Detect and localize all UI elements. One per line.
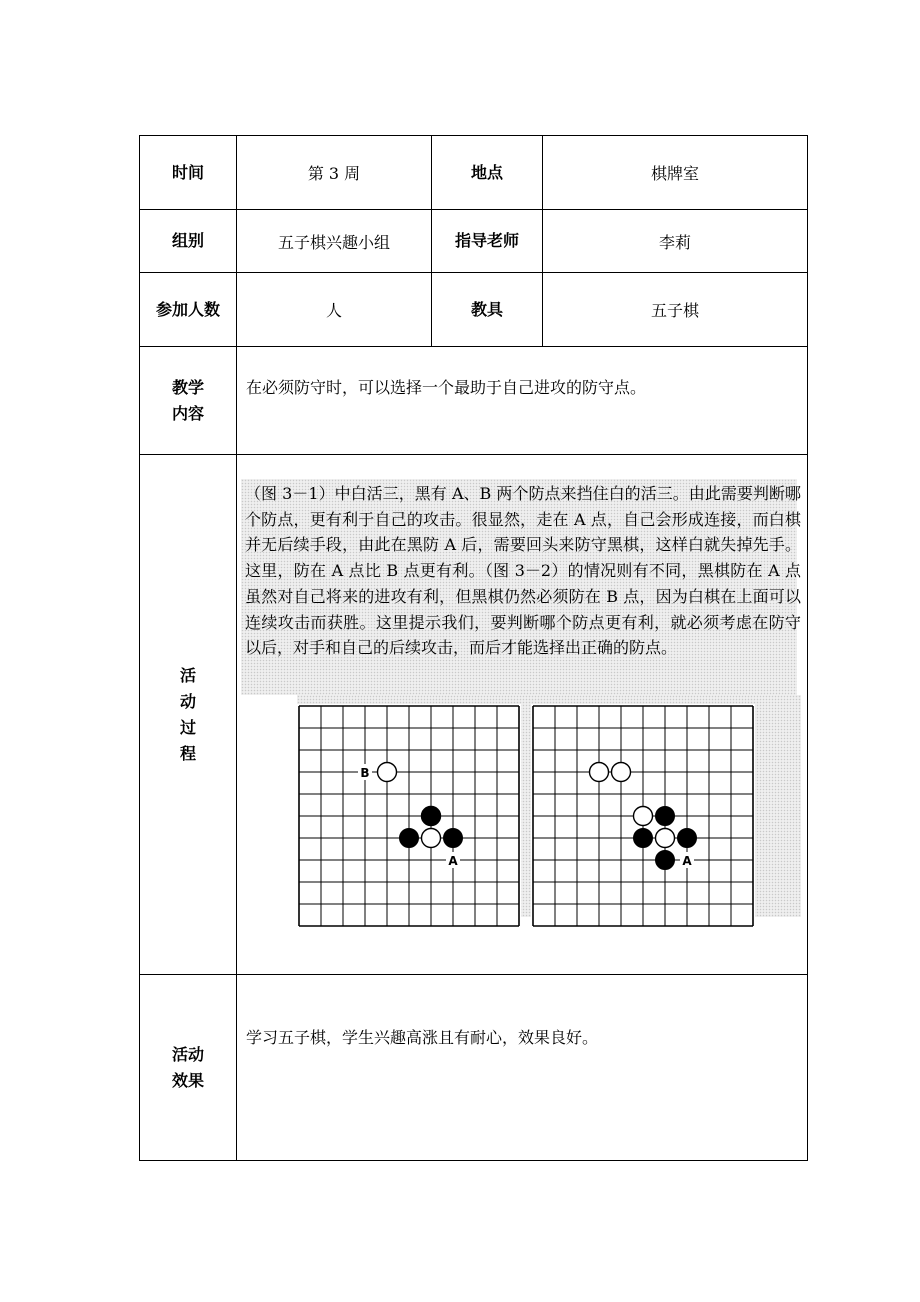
equipment-value: 五子棋: [543, 273, 808, 347]
board2-white-stone: [612, 763, 631, 782]
group-value: 五子棋兴趣小组: [237, 210, 432, 273]
teacher-label: 指导老师: [432, 210, 543, 273]
row-group-teacher: [140, 210, 808, 273]
place-label: 地点: [432, 136, 543, 210]
board2-label-a: A: [682, 854, 692, 868]
board1-black-stone: [422, 807, 441, 826]
board2-white-stone: [656, 829, 675, 848]
group-label: 组别: [140, 210, 237, 273]
board-1-svg: [297, 704, 521, 928]
board2-black-stone: [634, 829, 653, 848]
board1-label-b: B: [360, 766, 370, 780]
activity-record-table: [139, 135, 808, 1161]
board2-black-stone: [656, 807, 675, 826]
board1-label-a: A: [448, 854, 458, 868]
content-label-line2: 内容: [171, 403, 204, 423]
board1-black-stone: [444, 829, 463, 848]
board1-white-stone: [378, 763, 397, 782]
board1-black-stone: [400, 829, 419, 848]
row-content: [140, 347, 808, 455]
time-value: 第 3 周: [237, 136, 432, 210]
process-content: [237, 455, 807, 973]
board1-grid: [299, 706, 519, 926]
content-label-line1: 教学: [171, 377, 204, 397]
effect-label-line2: 效果: [171, 1070, 204, 1090]
process-label-line3: 过: [179, 717, 196, 737]
effect-value: 学习五子棋，学生兴趣高涨且有耐心，效果良好。: [237, 975, 808, 1161]
process-text: （图 3－1）中白活三，黑有 A、B 两个防点来挡住白的活三。由此需要判断哪个防点，更有利于自己的攻击。很显然，走在 A 点，自己会形成连接，而白棋并无后续手段，由此在黑防 A 后，需要回头来防守黑棋，这样白就失掉先手。这里，防在 A 点比 B 点更有利。（图 3－2）的情况则有不同，黑棋防在 A 点虽然对自己将来的进攻有利，但黑棋仍然必须防在 B 点，因为白棋在上面可以连续攻击而获胜。这里提示我们，要判断哪个防点更有利，就必须考虑在防守以后，对手和自己的后续攻击，而后才能选择出正确的防点。: [245, 484, 801, 658]
process-cell: [237, 455, 808, 975]
board1-white-stone: [422, 829, 441, 848]
time-label: 时间: [140, 136, 237, 210]
process-label-line2: 动: [179, 691, 196, 711]
content-value: 在必须防守时，可以选择一个最助于自己进攻的防守点。: [237, 347, 808, 455]
board2-white-stone: [634, 807, 653, 826]
effect-label-line1: 活动: [171, 1044, 204, 1064]
process-label-line1: 活: [179, 665, 196, 685]
row-participants-equipment: [140, 273, 808, 347]
board-figure-3-2: [531, 704, 755, 928]
board2-white-stone: [590, 763, 609, 782]
board2-black-stone: [656, 851, 675, 870]
row-time-place: [140, 136, 808, 210]
place-value: 棋牌室: [543, 136, 808, 210]
board-2-svg: [531, 704, 755, 928]
participants-value: 人: [237, 273, 432, 347]
effect-label: [140, 975, 237, 1161]
equipment-label: 教具: [432, 273, 543, 347]
process-label-line4: 程: [179, 743, 196, 763]
process-label: [140, 455, 237, 975]
content-label: [140, 347, 237, 455]
row-effect: [140, 975, 808, 1161]
participants-label: 参加人数: [140, 273, 237, 347]
board-figure-3-1: [297, 704, 521, 928]
teacher-value: 李莉: [543, 210, 808, 273]
board2-black-stone: [678, 829, 697, 848]
row-process: [140, 455, 808, 975]
